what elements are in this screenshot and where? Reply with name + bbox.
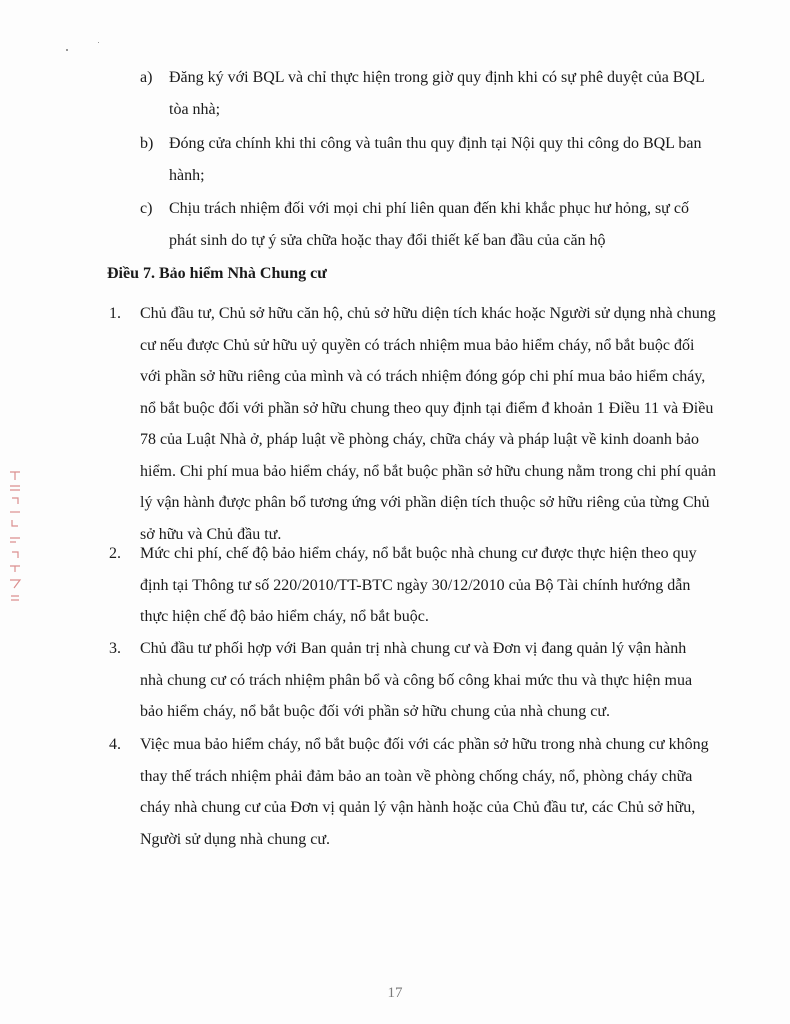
list-marker: 2.	[109, 545, 121, 562]
scan-speck	[98, 42, 99, 43]
text-line: Đóng cửa chính khi thi công và tuân thu quy định tại Nội quy thi công do BQL ban	[169, 135, 702, 152]
list-item-c	[140, 193, 740, 256]
text-line: sở hữu và Chủ đầu tư.	[140, 525, 282, 543]
text-line: định tại Thông tư số 220/2010/TT-BTC ngày 30/12/2010 của Bộ Tài chính hướng dẫn	[140, 576, 691, 594]
numbered-item-4	[109, 729, 737, 855]
text-line: tòa nhà;	[169, 100, 221, 118]
scan-speck	[66, 49, 68, 51]
text-line: Việc mua bảo hiểm cháy, nổ bắt buộc đối với các phần sở hữu trong nhà chung cư không	[140, 736, 709, 753]
text-line: cháy nhà chung cư của Đơn vị quản lý vận hành hoặc của Chủ đầu tư, các Chủ sở hữu,	[140, 799, 696, 816]
text-line: Chịu trách nhiệm đối với mọi chi phí liên quan đến khi khắc phục hư hỏng, sự cố	[169, 200, 689, 217]
text-line: Mức chi phí, chế độ bảo hiểm cháy, nổ bắt buộc nhà chung cư được thực hiện theo quy	[140, 545, 697, 562]
text-line: hành;	[169, 166, 205, 184]
list-item-b	[140, 128, 740, 191]
text-line: lý vận hành được phân bổ tương ứng với phần diện tích thuộc sở hữu riêng của từng Chủ	[140, 494, 710, 511]
numbered-item-2	[109, 538, 737, 633]
text-line: thực hiện chế độ bảo hiểm cháy, nổ bắt buộc.	[140, 608, 429, 625]
list-marker: 4.	[109, 736, 121, 753]
text-line: hiểm. Chi phí mua bảo hiểm cháy, nổ bắt buộc phần sở hữu chung nằm trong chi phí quản	[140, 462, 716, 480]
article-heading: Điều 7. Bảo hiểm Nhà Chung cư	[107, 265, 327, 282]
margin-stamp	[4, 468, 26, 608]
text-line: 78 của Luật Nhà ở, pháp luật về phòng cháy, chữa cháy và pháp luật về kinh doanh bảo	[140, 431, 700, 448]
list-marker: 1.	[109, 305, 121, 322]
text-line: cư nếu được Chủ sử hữu uỷ quyền có trách nhiệm mua bảo hiểm cháy, nổ bắt buộc đối	[140, 336, 695, 354]
text-line: Người sử dụng nhà chung cư.	[140, 830, 331, 848]
text-line: bảo hiểm cháy, nổ bắt buộc đối với phần sở hữu chung của nhà chung cư.	[140, 703, 610, 720]
numbered-item-1	[109, 298, 737, 550]
list-marker: c)	[140, 200, 153, 217]
text-line: với phần sở hữu riêng của mình và có trách nhiệm đóng góp chi phí mua bảo hiểm cháy,	[140, 368, 706, 385]
text-line: phát sinh do tự ý sửa chữa hoặc thay đổi thiết kế ban đầu của căn hộ	[169, 231, 606, 249]
page-number: 17	[387, 985, 403, 1001]
text-line: nổ bắt buộc đối với phần sở hữu chung theo quy định tại điểm đ khoản 1 Điều 11 và Điều	[140, 399, 714, 417]
text-line: thay thế trách nhiệm phải đảm bảo an toàn về phòng chống cháy, nổ, phòng cháy chữa	[140, 767, 693, 785]
numbered-item-3	[109, 633, 737, 728]
text-line: Chủ đầu tư, Chủ sở hữu căn hộ, chủ sở hữu diện tích khác hoặc Người sử dụng nhà chung	[140, 305, 716, 322]
list-item-a	[140, 62, 740, 125]
text-line: nhà chung cư có trách nhiệm phân bổ và công bố công khai mức thu và thực hiện mua	[140, 671, 693, 689]
list-marker: b)	[140, 135, 154, 152]
list-marker: a)	[140, 69, 153, 86]
text-line: Đăng ký với BQL và chỉ thực hiện trong giờ quy định khi có sự phê duyệt của BQL	[169, 69, 705, 86]
text-line: Chủ đầu tư phối hợp với Ban quản trị nhà chung cư và Đơn vị đang quản lý vận hành	[140, 640, 687, 657]
list-marker: 3.	[109, 640, 121, 657]
